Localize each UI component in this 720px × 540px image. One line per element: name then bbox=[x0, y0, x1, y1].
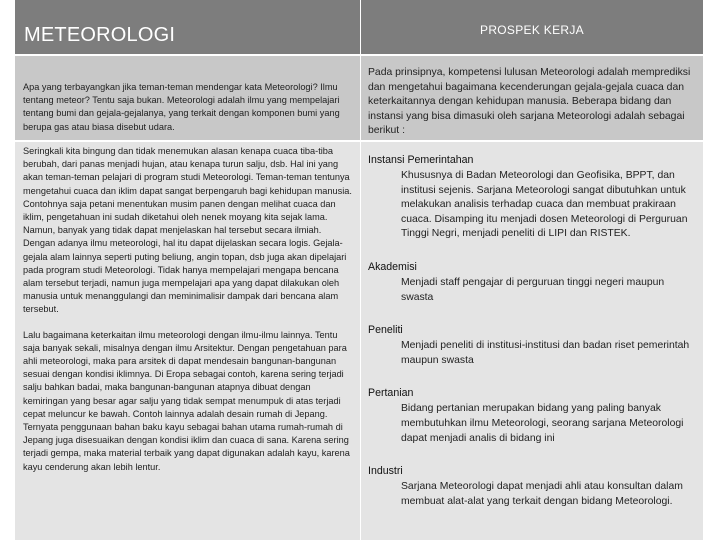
prospek-item bbox=[368, 260, 695, 305]
body-paragraph-2: Lalu bagaimana keterkaitan ilmu meteorologi dengan ilmu-ilmu lainnya. Tentu saja banyak sekali, misalnya dengan ilmu Arsitektur. Dengan pengetahuan para ahli meteorologi, maka para arsitek di dapat mendesain bangunan-bangunan sesuai dengan kondisi iklimnya. Di Eropa sebagai contoh, karena sering terjadi salju bahkan badai, maka bangunan-bangunan atapnya dibuat dengan kemiringan yang besar agar salju yang tidak sempat menumpuk di atas terjadi cepat meluncur ke bawah. Contoh lainnya adalah desain rumah di Jepang. Ternyata penggunaan bahan baku kayu sebagai bahan utama rumah-rumah di Jepang juga disesuaikan dengan kondisi iklim dan cuaca di sana. Karena sering terjadi gempa, maka material terbaik yang dapat digunakan adalah kayu, karena kayu cenderung akan lebih lentur. bbox=[23, 329, 350, 472]
left-header bbox=[15, 0, 361, 56]
prospek-item bbox=[368, 386, 695, 446]
prospek-item-title: Peneliti bbox=[368, 324, 403, 337]
prospek-list-cell bbox=[361, 142, 703, 540]
left-column bbox=[15, 0, 361, 540]
body-cell bbox=[15, 142, 361, 540]
prospek-item-desc: Bidang pertanian merupakan bidang yang paling banyak membutuhkan ilmu Meteorologi, seorang sarjana Meteorologi dapat menjadi analis di bidang ini bbox=[401, 403, 684, 444]
prospek-item-title: Industri bbox=[368, 465, 403, 478]
prospek-intro-text: Pada prinsipnya, kompetensi lulusan Meteorologi adalah memprediksi dan mengetahui bagaimana kecenderungan gejala-gejala cuaca dan keterkaitannya dengan kehidupan manusia. Beberapa bidang dan instansi yang bisa dimasuki oleh sarjana Meteorologi adalah sebagai berikut : bbox=[368, 67, 691, 137]
right-header bbox=[361, 0, 703, 56]
prospek-item bbox=[368, 153, 695, 242]
body-paragraph-1: Seringkali kita bingung dan tidak menemukan alasan kenapa cuaca tiba-tiba berubah, dari panas menjadi hujan, atau kenapa turun salju, dsb. Hal ini yang akan teman-teman pelajari di program studi Meteorologi. Teman-teman tentunya mengetahui cuaca dan iklim dapat sangat berpengaruh bagi kehidupan manusia. Contohnya saja petani menentukan musim panen dengan melihat cuaca dan iklim, pengetahuan ini sudah diketahui oleh nenek moyang kita sejak lama. Namun, banyak yang tidak dapat menjelaskan hal tersebut secara ilmiah. Dengan adanya ilmu meteorologi, hal itu dapat dijelaskan secara logis. Gejala-gejala alam lainnya seperti puting beliung, angin topan, dsb juga akan dipelajari pada program studi Meteorologi. Tidak hanya mempelajari mengapa bencana alam tersebut terjadi, namun juga mempelajari apa yang dapat dilakukan oleh manusia untuk menanggulangi dan meminimalisir dampak dari bencana alam tersebut. bbox=[23, 146, 352, 315]
intro-cell bbox=[15, 56, 361, 142]
prospek-intro-cell bbox=[361, 56, 703, 142]
prospek-item-desc: Khususnya di Badan Meteorologi dan Geofisika, BPPT, dan institusi sejenis. Sarjana Meteorologi sangat dibutuhkan untuk melakukan analisis terhadap cuaca dan membuat prakiraan cuaca. Disamping itu menjadi dosen Meteorologi di Perguruan Tinggi Negri, menjadi peneliti di LIPI dan RISTEK. bbox=[401, 170, 688, 240]
prospek-item-title: Instansi Pemerintahan bbox=[368, 154, 474, 166]
prospek-item-desc: Menjadi peneliti di institusi-institusi dan badan riset pemerintah maupun swasta bbox=[401, 340, 690, 366]
prospek-item-title: Pertanian bbox=[368, 387, 414, 400]
prospek-item-title: Akademisi bbox=[368, 260, 417, 273]
section-title: PROSPEK KERJA bbox=[480, 23, 584, 37]
prospek-item-desc: Menjadi staff pengajar di perguruan tinggi negeri maupun swasta bbox=[401, 276, 665, 303]
prospek-item bbox=[368, 464, 695, 509]
prospek-item-desc: Sarjana Meteorologi dapat menjadi ahli atau konsultan dalam membuat alat-alat yang terkait dengan bidang Meteorologi. bbox=[401, 481, 683, 507]
right-column bbox=[361, 0, 703, 540]
page-title: METEOROLOGI bbox=[24, 24, 176, 46]
prospek-item bbox=[368, 323, 695, 368]
intro-text: Apa yang terbayangkan jika teman-teman mendengar kata Meteorologi? Ilmu tentang meteor? Tentu saja bukan. Meteorologi adalah ilmu yang mempelajari tentang bumi dan gejala-gejalanya, yang terkait dengan komponen bumi yang berupa gas atau biasa disebut udara. bbox=[23, 82, 340, 132]
